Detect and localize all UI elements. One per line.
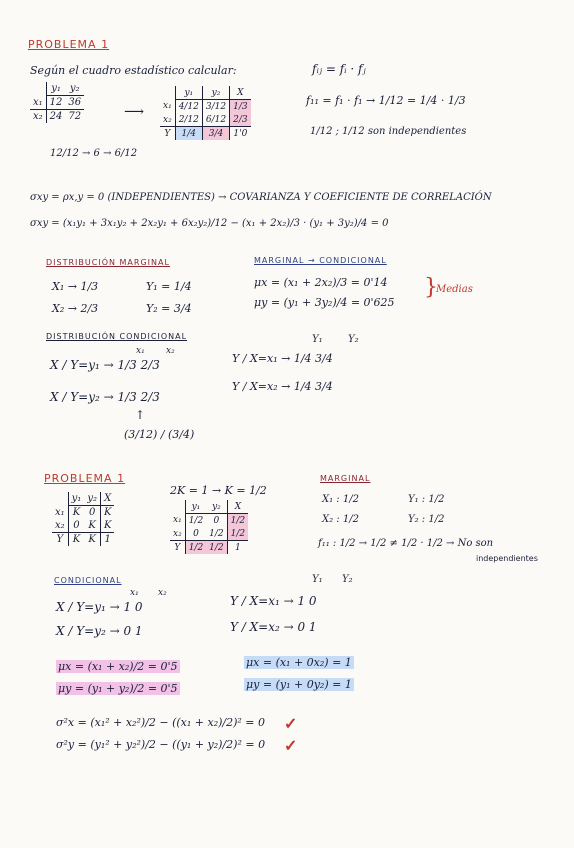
independence-rule: fᵢⱼ = fᵢ · fⱼ [312, 62, 366, 76]
fraction-note: 12/12 → 6 → 6/12 [50, 148, 138, 159]
k-table [52, 492, 114, 546]
cond-header-x1: x₁ [130, 588, 139, 598]
row-label: Y [52, 533, 68, 547]
cell-marginal: 1/2 [227, 527, 248, 541]
cell: 12 [46, 96, 65, 110]
up-arrow-icon: ↑ [135, 408, 146, 422]
marginal-y1: Y₁ : 1/2 [408, 494, 445, 505]
brace-icon: } [424, 275, 438, 300]
means-label: Medias [436, 284, 473, 295]
sigma-line: σxy = ρx,y = 0 (INDEPENDIENTES) → COVARIANZA Y COEFICIENTE DE CORRELACIÓN [30, 192, 492, 203]
cell: 6/12 [202, 113, 229, 127]
cond-x-given-y2: X / Y=y₂ → 1/3 2/3 [50, 390, 160, 404]
th: y₂ [206, 500, 227, 514]
marginal-y2: Y₂ = 3/4 [146, 302, 192, 315]
cond-header-y2: Y₂ [342, 574, 353, 585]
cell: 72 [65, 110, 84, 124]
problem-title: PROBLEMA 1 [28, 38, 110, 51]
cell: 2/12 [175, 113, 202, 127]
independence-check-2: f₁₁ : 1/2 → 1/2 ≠ 1/2 · 1/2 → No son [318, 538, 494, 549]
row-label: x₁ [33, 96, 43, 108]
k-equation: 2K = 1 → K = 1/2 [170, 484, 267, 497]
intro-text: Según el cuadro estadístico calcular: [30, 64, 237, 77]
independence-result: 1/12 ; 1/12 son independientes [310, 126, 467, 137]
cell: 0 [185, 527, 206, 541]
cond-x-given-y1: X / Y=y₁ → 1 0 [56, 600, 143, 614]
mean-x-a: μx = (x₁ + x₂)/2 = 0'5 [58, 660, 178, 673]
cond-header-y1: Y₁ [312, 574, 323, 585]
cond-header-x2: x₂ [158, 588, 167, 598]
cell: 36 [68, 97, 82, 108]
th: X [230, 86, 251, 100]
marginal-x2: X₂ → 2/3 [52, 302, 99, 315]
check-icon: ✓ [284, 714, 298, 733]
arrow-icon: ⟶ [124, 104, 145, 120]
cell: K [84, 533, 100, 547]
th: y₁ [68, 492, 84, 506]
relative-frequency-table [160, 86, 251, 140]
cell: K [68, 506, 84, 520]
row-label: x₂ [163, 114, 172, 125]
row-label: x₂ [30, 110, 46, 124]
cond-header-y2: Y₂ [348, 334, 359, 345]
row-label: Y [170, 541, 185, 555]
row-label: x₂ [55, 520, 65, 531]
mean-x: μx = (x₁ + 2x₂)/3 = 0'14 [254, 276, 388, 289]
cell-total: 1'0 [230, 127, 251, 141]
cell-marginal: 1/3 [230, 100, 251, 114]
cell-total: 1 [227, 541, 248, 555]
cell-marginal: 3/4 [202, 127, 229, 141]
k-solved-table [170, 500, 248, 554]
cell: 0 [213, 515, 220, 526]
th: y₂ [84, 492, 100, 506]
cell: K [101, 506, 115, 520]
cell-marginal: 1/2 [185, 541, 206, 555]
sigma-formula: σxy = (x₁y₁ + 3x₁y₂ + 2x₂y₁ + 6x₂y₂)/12 − (x₁ + 2x₂)/3 · (y₁ + 3y₂)/4 = 0 [30, 218, 389, 229]
th-y1: y₁ [46, 82, 65, 96]
cell: 3/12 [202, 100, 229, 114]
row-label: x₂ [173, 528, 182, 539]
variance-y: σ²y = (y₁² + y₂²)/2 − ((y₁ + y₂)/2)² = 0 [56, 738, 266, 751]
cond-y-given-x1: Y / X=x₁ → 1 0 [230, 594, 317, 608]
cell: K [101, 519, 115, 533]
independence-result-2: independientes [476, 554, 538, 563]
section-marginal-2: MARGINAL [320, 474, 371, 483]
problem-title-2: PROBLEMA 1 [44, 472, 126, 485]
cond-y-given-x1: Y / X=x₁ → 1/4 3/4 [232, 352, 333, 365]
th: y₁ [185, 500, 206, 514]
th: X [227, 500, 248, 514]
row-label: x₁ [163, 101, 172, 112]
row-label: x₁ [55, 506, 65, 518]
cond-x-given-y1: X / Y=y₁ → 1/3 2/3 [50, 358, 160, 372]
th: y₁ [175, 86, 202, 100]
cell: 4/12 [175, 100, 202, 114]
row-label: Y [160, 127, 175, 141]
cond-header-x2: x₂ [166, 346, 175, 356]
th-y2: y₂ [65, 82, 84, 96]
cell: 0 [68, 519, 84, 533]
cell: K [88, 520, 96, 531]
cell: 1 [101, 533, 115, 547]
cell: 24 [46, 110, 65, 124]
cond-x-given-y2: X / Y=y₂ → 0 1 [56, 624, 143, 638]
cond-y-given-x2: Y / X=x₂ → 1/4 3/4 [232, 380, 333, 393]
marginal-x1: X₁ → 1/3 [52, 280, 99, 293]
mean-y: μy = (y₁ + 3y₂)/4 = 0'625 [254, 296, 395, 309]
cell: K [68, 533, 84, 547]
frequency-table [30, 82, 84, 123]
independence-check: f₁₁ = f₁ · f₁ → 1/12 = 1/4 · 1/3 [306, 94, 466, 107]
cell: 1/2 [209, 528, 224, 539]
marginal-y1: Y₁ = 1/4 [146, 280, 192, 293]
section-marginal-conditional: MARGINAL → CONDICIONAL [254, 256, 387, 265]
cell-marginal: 1/2 [206, 541, 227, 555]
th: X [101, 492, 115, 506]
mean-y-a: μy = (y₁ + y₂)/2 = 0'5 [58, 682, 178, 695]
cell-marginal: 1/4 [175, 127, 202, 141]
marginal-x1: X₁ : 1/2 [322, 494, 359, 505]
cell-marginal: 1/2 [227, 514, 248, 528]
cell-marginal: 2/3 [230, 113, 251, 127]
section-conditional: DISTRIBUCIÓN CONDICIONAL [46, 332, 188, 341]
section-marginal: DISTRIBUCIÓN MARGINAL [46, 258, 170, 267]
mean-y-b: μy = (y₁ + 0y₂) = 1 [246, 678, 352, 691]
th: y₂ [202, 86, 229, 100]
mean-x-b: μx = (x₁ + 0x₂) = 1 [246, 656, 352, 669]
cond-header-x1: x₁ [136, 346, 145, 356]
row-label: x₁ [173, 515, 182, 526]
marginal-x2: X₂ : 1/2 [322, 514, 359, 525]
check-icon: ✓ [284, 736, 298, 755]
cell: 0 [88, 507, 96, 518]
ratio-note: (3/12) / (3/4) [124, 428, 195, 441]
cond-y-given-x2: Y / X=x₂ → 0 1 [230, 620, 317, 634]
cell: 1/2 [185, 514, 206, 528]
section-conditional-2: CONDICIONAL [54, 576, 122, 585]
variance-x: σ²x = (x₁² + x₂²)/2 − ((x₁ + x₂)/2)² = 0 [56, 716, 266, 729]
cond-header-y1: Y₁ [312, 334, 323, 345]
marginal-y2: Y₂ : 1/2 [408, 514, 445, 525]
